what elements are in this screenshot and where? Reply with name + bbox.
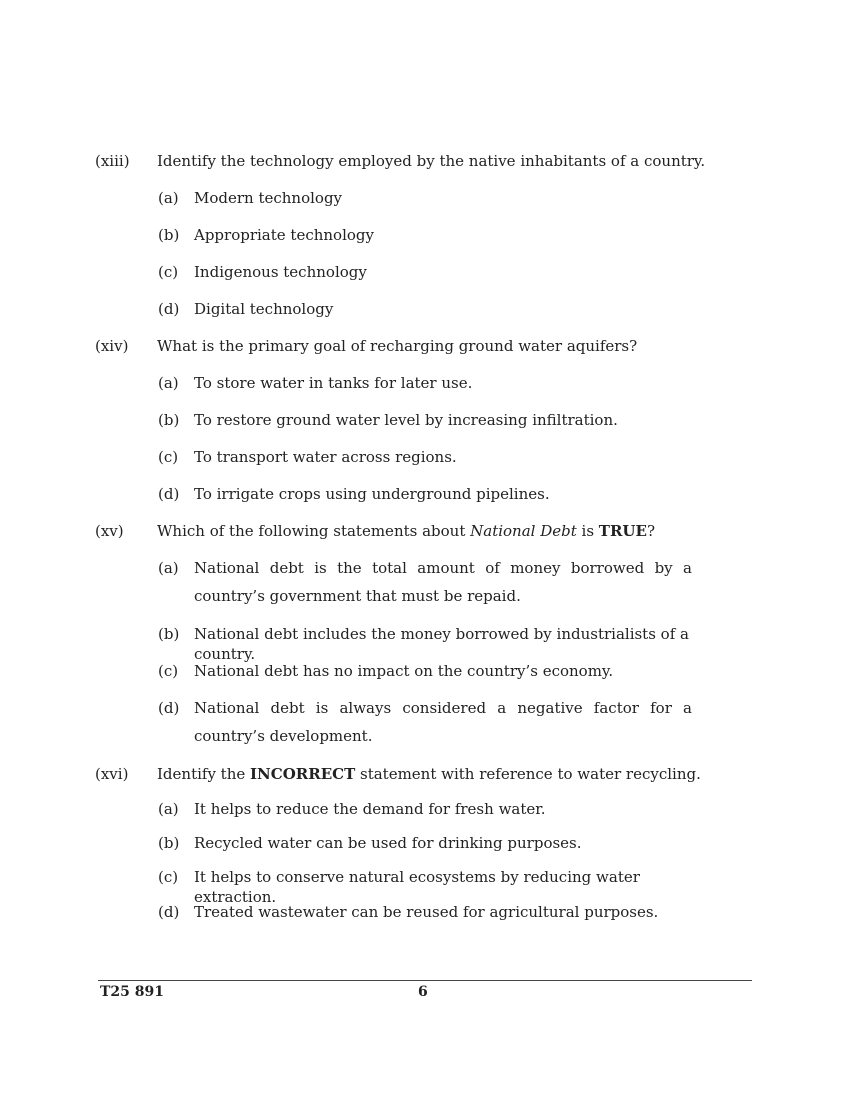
option-label: (a) [158,559,179,577]
question-text-part: ? [646,522,655,540]
question-text [157,521,655,541]
question-text-part: Which of the following statements about [157,522,471,540]
option-text: Recycled water can be used for drinking purposes. [194,834,582,852]
option-text: Indigenous technology [194,263,367,281]
option-label: (d) [158,699,180,717]
option-label: (c) [158,263,179,281]
question-text-part: is [576,522,599,540]
question-text-part: Identify the [157,765,251,783]
option-text: To restore ground water level by increasing infiltration. [194,411,618,429]
option-label: (c) [158,662,179,680]
option-text: National debt has no impact on the country’s economy. [194,662,614,680]
question-number: (xvi) [95,765,129,783]
question-text-part: statement with reference to water recycling. [355,765,701,783]
option-label: (b) [158,834,180,852]
option-label: (b) [158,226,180,244]
question-number: (xv) [95,522,124,540]
option-text: To store water in tanks for later use. [194,374,473,392]
question-number: (xiii) [95,152,130,170]
option-label: (d) [158,485,180,503]
option-text: National debt is the total amount of money borrowed by a country’s government that must be repaid. [194,559,692,605]
option-text: National debt includes the money borrowed by industrialists of a country. [194,625,689,663]
question-text-bold: TRUE [598,522,647,540]
option-label: (c) [158,868,179,886]
option-text: To transport water across regions. [194,448,457,466]
option-label: (b) [158,625,180,643]
footer-divider [98,980,752,981]
option-label: (c) [158,448,179,466]
question-text-italic: National Debt [470,522,577,540]
option-label: (a) [158,189,179,207]
option-label: (d) [158,300,180,318]
paper-code: T25 891 [100,984,164,1000]
option-label: (a) [158,800,179,818]
question-number: (xiv) [95,337,129,355]
option-text: Treated wastewater can be reused for agricultural purposes. [194,903,659,921]
option-text: Digital technology [194,300,334,318]
option-label: (a) [158,374,179,392]
question-text-bold: INCORRECT [250,765,356,783]
option-text: It helps to conserve natural ecosystems by reducing water extraction. [194,868,640,906]
option-text: To irrigate crops using underground pipelines. [194,485,550,503]
option-text: National debt is always considered a negative factor for a country’s development. [194,699,692,745]
option-label: (b) [158,411,180,429]
option-text: Modern technology [194,189,343,207]
page-number: 6 [418,984,428,1000]
option-text: Appropriate technology [194,226,374,244]
question-text: Identify the technology employed by the native inhabitants of a country. [157,152,706,170]
question-text: What is the primary goal of recharging ground water aquifers? [157,337,638,355]
option-text: It helps to reduce the demand for fresh water. [194,800,546,818]
option-label: (d) [158,903,180,921]
question-text [157,764,701,784]
